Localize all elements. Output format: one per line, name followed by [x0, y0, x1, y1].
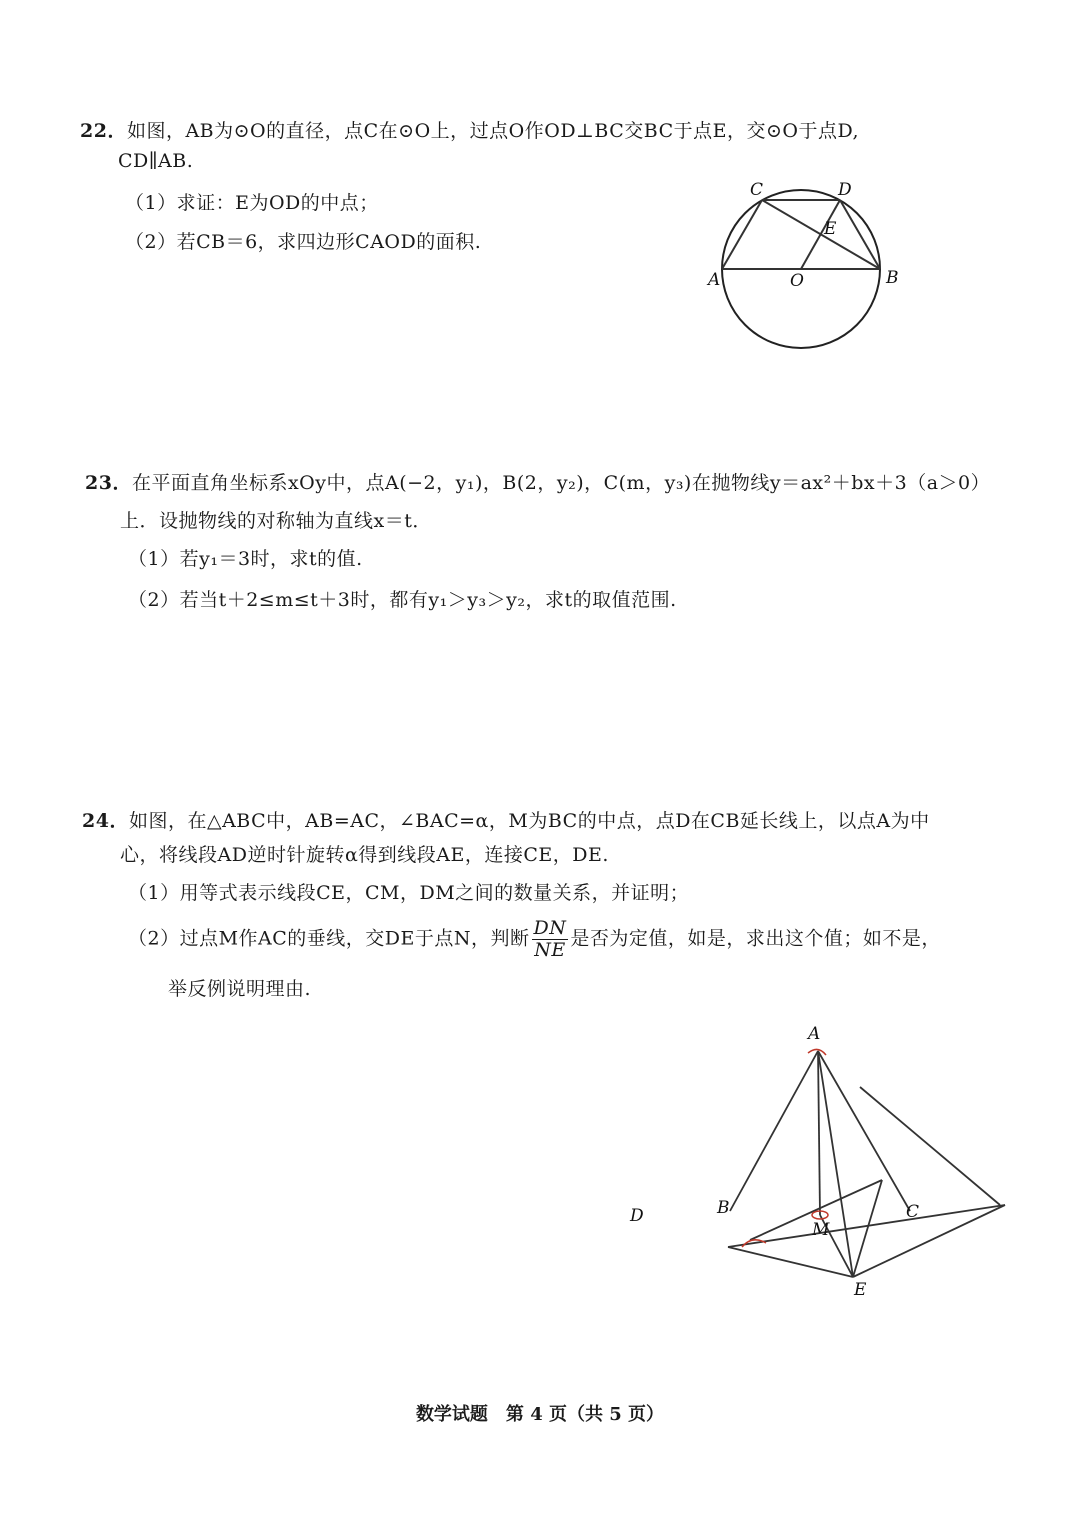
- q22-stem-text: 如图，AB为⊙O的直径，点C在⊙O上，过点O作OD⊥BC交BC于点E，交⊙O于点D,: [126, 120, 860, 142]
- q23-stem-text: 在平面直角坐标系xOy中，点A(−2，y₁)，B(2，y₂)，C(m，y₃)在抛物线y＝ax²＋bx＋3（a＞0）: [131, 472, 991, 494]
- q24-part2-after: 是否为定值，如是，求出这个值；如不是，: [570, 927, 941, 950]
- label-d: D: [838, 180, 852, 200]
- q22-number: 22．: [80, 120, 127, 142]
- q22-part1: （1）求证：E为OD的中点；: [125, 192, 379, 214]
- q24-stem-line1: [82, 806, 930, 833]
- q23-number: 23．: [85, 472, 132, 494]
- q24-part1: （1）用等式表示线段CE，CM，DM之间的数量关系，并证明；: [128, 882, 690, 904]
- q22-circle-figure: [700, 170, 920, 385]
- q24-stem-line2: 心，将线段AD逆时针旋转α得到线段AE，连接CE，DE.: [120, 844, 609, 866]
- label-e: E: [824, 219, 837, 239]
- q23-stem-line1: [85, 468, 990, 495]
- segment-ca: [722, 200, 762, 269]
- label-b: B: [717, 1198, 730, 1218]
- q24-part2: [128, 918, 941, 961]
- q22-part2: （2）若CB＝6，求四边形CAOD的面积.: [125, 231, 482, 253]
- q24-stem-text: 如图，在△ABC中，AB=AC，∠BAC=α，M为BC的中点，点D在CB延长线上，以点A为中: [128, 810, 930, 832]
- label-c: C: [906, 1202, 920, 1222]
- q22-stem-line2: CD∥AB.: [118, 150, 194, 172]
- segment-ab: [730, 1051, 818, 1211]
- label-d: D: [630, 1206, 644, 1226]
- q23-stem-line2: 上．设抛物线的对称轴为直线x＝t．: [120, 510, 432, 532]
- label-m: M: [812, 1220, 830, 1240]
- fraction-denominator: NE: [534, 938, 566, 961]
- label-a: A: [808, 1024, 821, 1044]
- label-a: A: [708, 270, 721, 290]
- q24-part2-before: （2）过点M作AC的垂线，交DE于点N，判断: [128, 927, 530, 950]
- label-e: E: [854, 1280, 867, 1300]
- label-b: B: [886, 268, 899, 288]
- q24-number: 24．: [82, 810, 129, 832]
- segment-de: [728, 1247, 853, 1277]
- label-c: C: [750, 180, 764, 200]
- segment-aux: [860, 1087, 1000, 1205]
- segment-am: [818, 1051, 820, 1215]
- label-o: O: [790, 271, 804, 291]
- q23-part2: （2）若当t＋2≤m≤t＋3时，都有y₁＞y₃＞y₂，求t的取值范围.: [128, 589, 677, 611]
- segment-db-c: [728, 1205, 1005, 1247]
- fraction-numerator: DN: [533, 917, 567, 939]
- q23-part1: （1）若y₁＝3时，求t的值.: [128, 548, 363, 570]
- segment-ne: [853, 1180, 882, 1277]
- q24-part2-line2: 举反例说明理由.: [168, 978, 312, 1000]
- fraction-dn-ne: [532, 918, 569, 961]
- q24-triangle-figure: [620, 1015, 1020, 1305]
- segment-ac: [818, 1051, 910, 1211]
- segment-db: [840, 200, 880, 269]
- q22-stem-line1: [80, 116, 859, 143]
- page-footer: 数学试题 第 4 页（共 5 页）: [415, 1404, 665, 1425]
